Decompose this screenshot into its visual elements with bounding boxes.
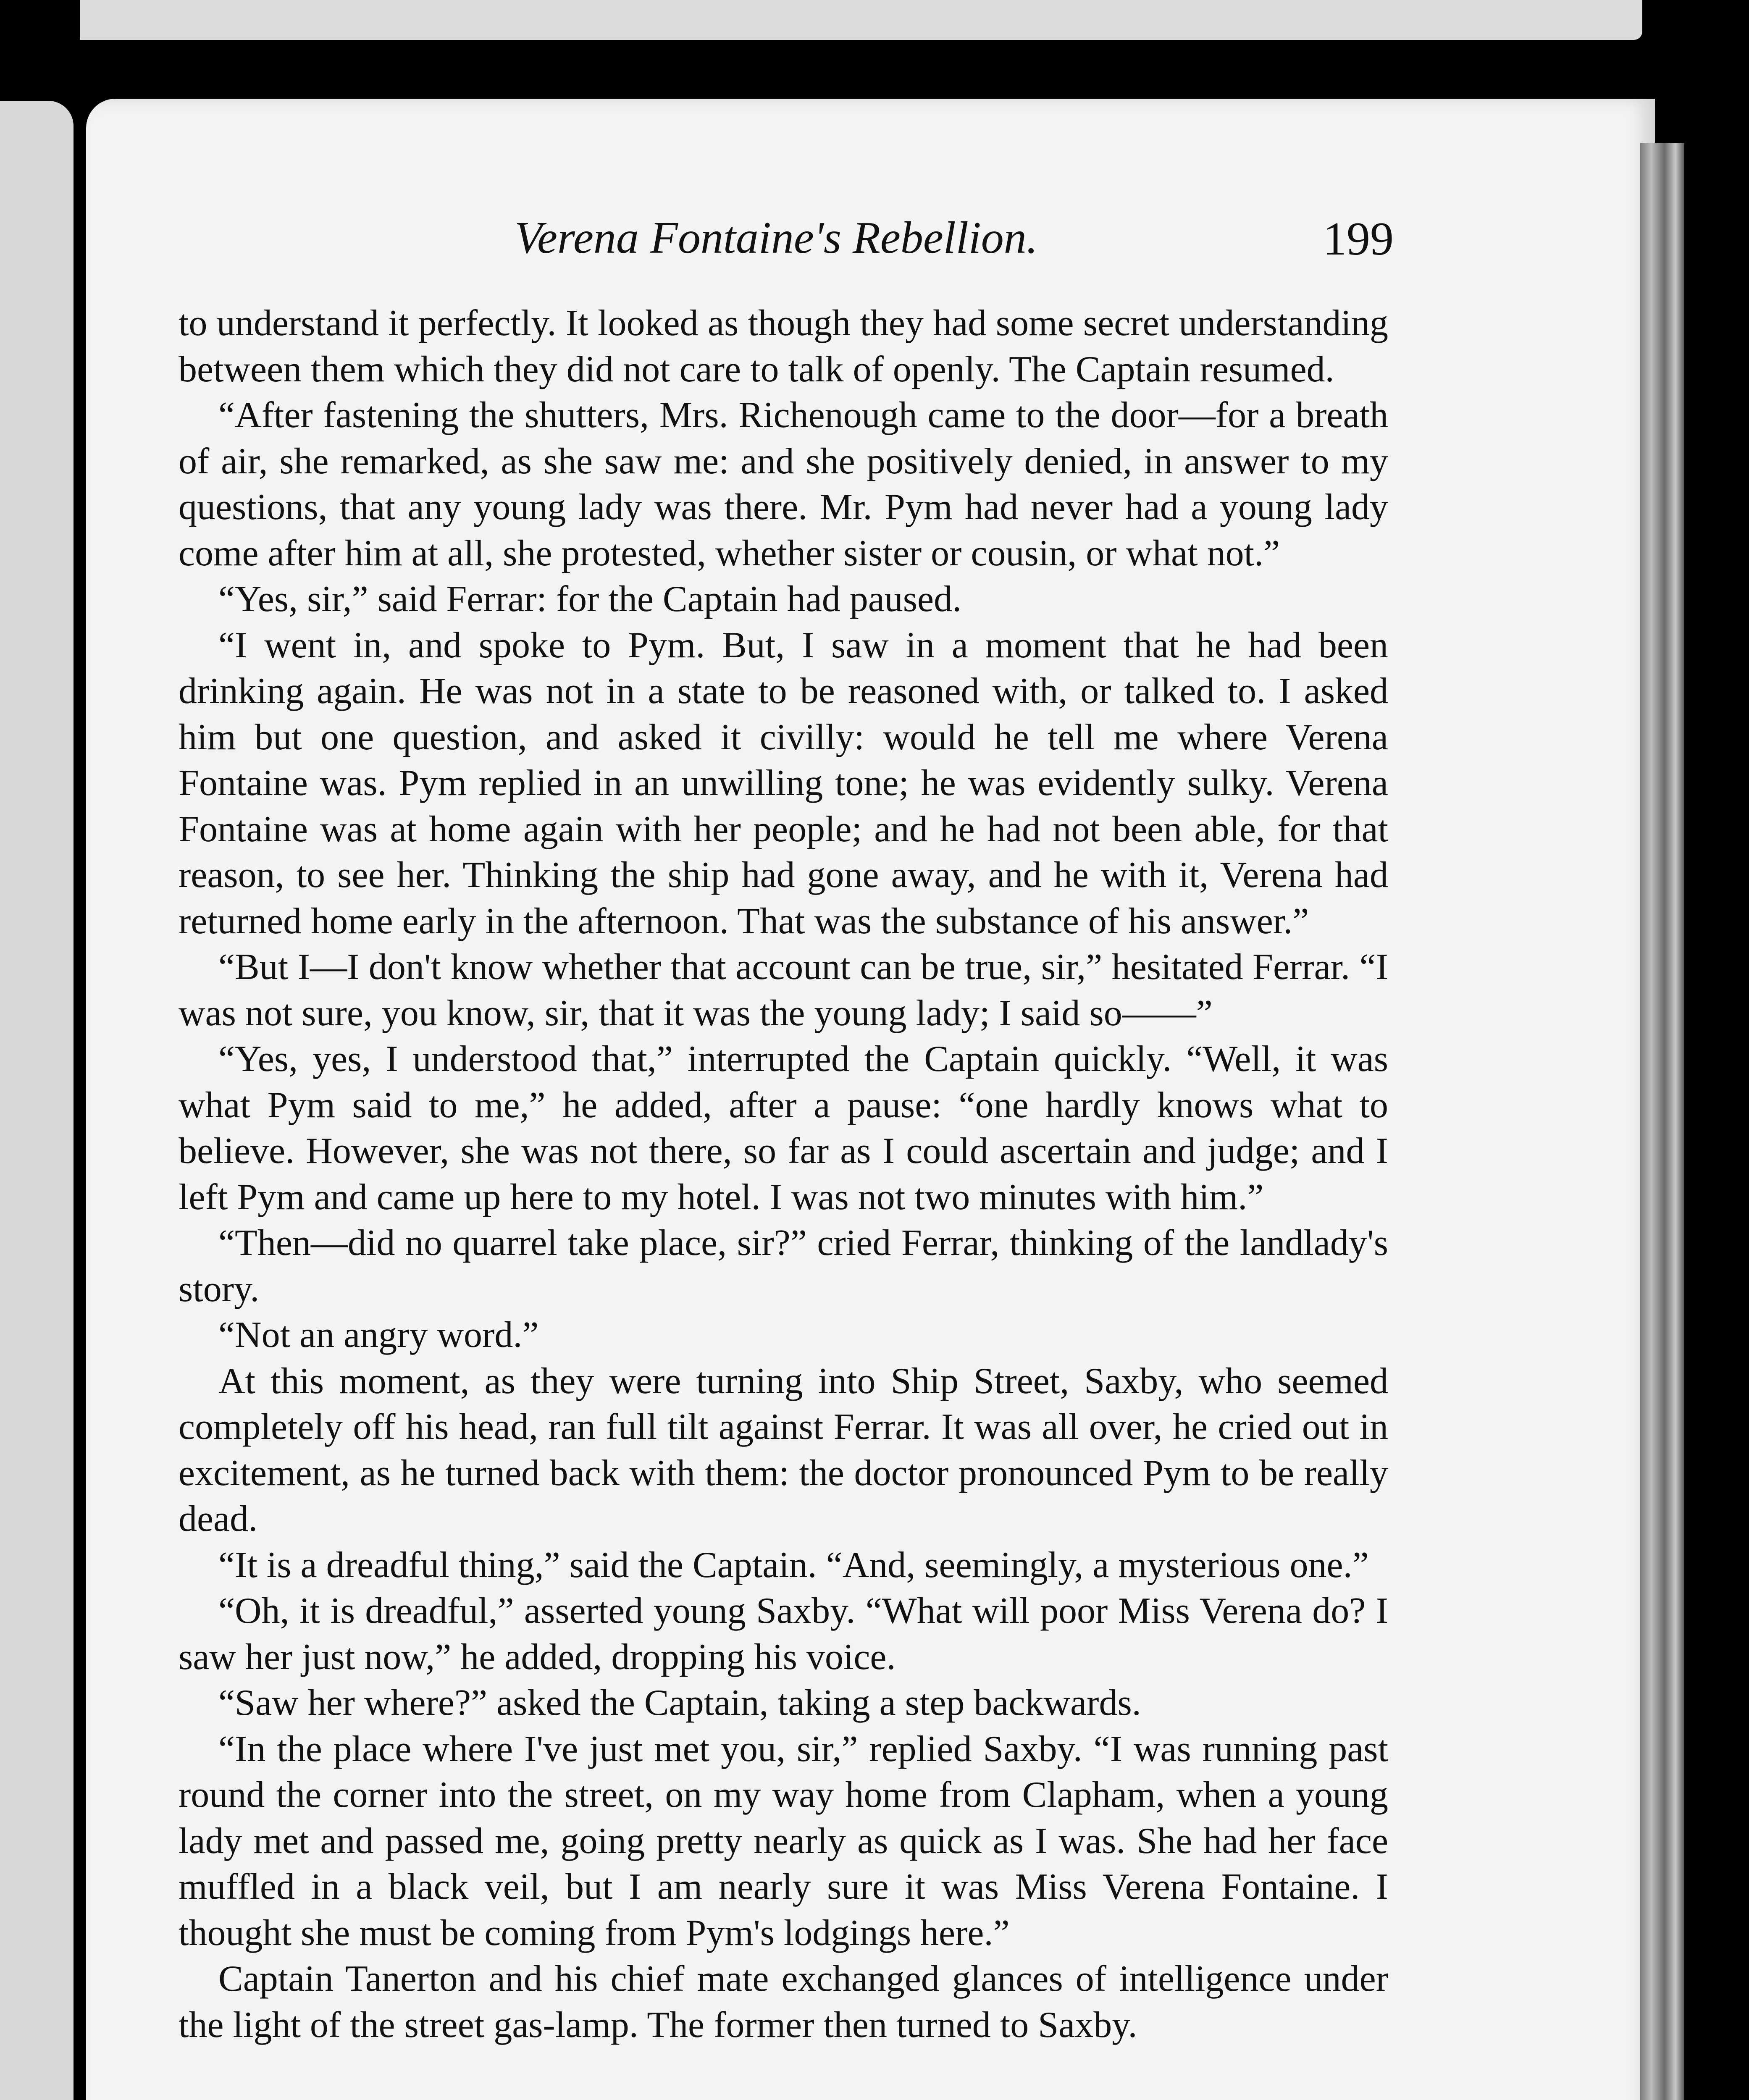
facing-page-top-edge <box>80 0 1642 40</box>
paragraph: “I went in, and spoke to Pym. But, I saw in a moment that he had been drinking again. He was not in a state to be reasoned with, or talked to. I asked him but one question, and asked it civilly: would he tell me where Verena Fontaine was. Pym replied in an unwilling tone; he was evidently sulky. Verena Fontaine was at home again with her people; and he had not been able, for that reason, to see her. Thinking the ship had gone away, and he with it, Verena had returned home early in the afternoon. That was the substance of his answer.” <box>179 625 1388 942</box>
running-head: Verena Fontaine's Rebellion. <box>515 213 1038 263</box>
page-number: 199 <box>1323 213 1394 265</box>
paragraph: “Oh, it is dreadful,” asserted young Saxby. “What will poor Miss Verena do? I saw her just now,” he added, dropping his voice. <box>179 1591 1388 1677</box>
paragraph: “But I—I don't know whether that account can be true, sir,” hesitated Ferrar. “I was not sure, you know, sir, that it was the young lady; I said so——” <box>179 947 1388 1034</box>
paragraph: “It is a dreadful thing,” said the Captain. “And, seemingly, a mysterious one.” <box>218 1544 1369 1586</box>
paragraph: “After fastening the shutters, Mrs. Richenough came to the door—for a breath of air, she remarked, as she saw me: and she positively denied, in answer to my questions, that any young lady was there. Mr. Pym had never had a young lady come after him at all, she protested, whether sister or cousin, or what not.” <box>179 395 1388 574</box>
facing-page-left-edge <box>0 101 74 2100</box>
paragraph: “Yes, sir,” said Ferrar: for the Captain had paused. <box>218 579 962 620</box>
paragraph: At this moment, as they were turning into Ship Street, Saxby, who seemed completely off his head, ran full tilt against Ferrar. It was all over, he cried out in excitement, as he turned back with them: the doctor pronounced Pym to be really dead. <box>179 1360 1388 1539</box>
paragraph: to understand it perfectly. It looked as though they had some secret understanding between them which they did not care to talk of openly. The Captain resumed. <box>179 303 1388 390</box>
paragraph: “Yes, yes, I understood that,” interrupted the Captain quickly. “Well, it was what Pym said to me,” he added, after a pause: “one hardly knows what to believe. However, she was not there, so far as I could ascertain and judge; and I left Pym and came up here to my hotel. I was not two minutes with him.” <box>179 1039 1388 1218</box>
paragraph: “Not an angry word.” <box>218 1315 539 1355</box>
paragraph: “Then—did no quarrel take place, sir?” cried Ferrar, thinking of the landlady's story. <box>179 1223 1388 1310</box>
paragraph: “Saw her where?” asked the Captain, taking a step backwards. <box>218 1683 1141 1723</box>
body-text <box>179 300 1388 2048</box>
paragraph: “In the place where I've just met you, sir,” replied Saxby. “I was running past round the corner into the street, on my way home from Clapham, when a young lady met and passed me, going pretty nearly as quick as I was. She had her face muffled in a black veil, but I am nearly sure it was Miss Verena Fontaine. I thought she must be coming from Pym's lodgings here.” <box>179 1728 1388 1953</box>
paragraph: Captain Tanerton and his chief mate exchanged glances of intelligence under the light of the street gas-lamp. The former then turned to Saxby. <box>179 1958 1388 2045</box>
page-stack-edge <box>1640 143 1684 2100</box>
